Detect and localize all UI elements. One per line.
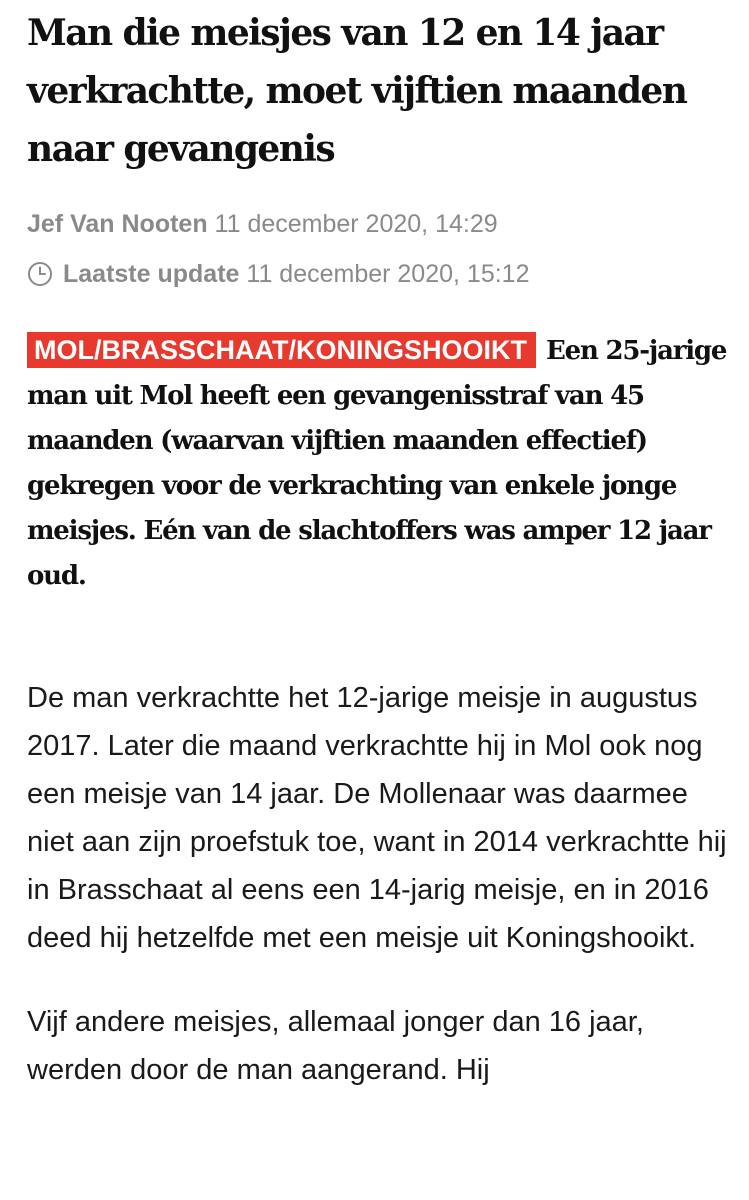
location-kicker: MOL/BRASSCHAAT/KONINGSHOOIKT (27, 332, 536, 368)
publish-date: 11 december 2020, 14:29 (214, 210, 498, 238)
update-label: Laatste update (63, 260, 240, 288)
article-headline: Man die meisjes van 12 en 14 jaar verkrachtte, moet vijftien maanden naar gevangenis (27, 12, 687, 170)
update-date: 11 december 2020, 15:12 (246, 260, 530, 288)
body-paragraph: Vijf andere meisjes, allemaal jonger dan 16 jaar, werden door de man aangerand. Hij (27, 1006, 644, 1086)
article-lead (27, 328, 727, 599)
update-info (27, 260, 727, 288)
body-paragraph: De man verkrachtte het 12-jarige meisje in augustus 2017. Later die maand verkrachtte hij in Mol ook nog een meisje van 14 jaar. De Mollenaar was daarmee niet aan zijn proefstuk toe, want in 2014 verkrachtte hij in Brasschaat al eens een 14-jarig meisje, en in 2016 deed hij hetzelfde met een meisje uit Koningshooikt. (27, 682, 727, 954)
lead-text: Een 25-jarige man uit Mol heeft een gevangenisstraf van 45 maanden (waarvan vijftien maanden effectief) gekregen voor de verkrachting van enkele jonge meisjes. Eén van de slachtoffers was amper 12 jaar oud. (27, 336, 727, 591)
byline (27, 210, 727, 238)
clock-icon (27, 261, 53, 287)
author-name[interactable]: Jef Van Nooten (27, 210, 208, 238)
article (27, 0, 727, 1094)
